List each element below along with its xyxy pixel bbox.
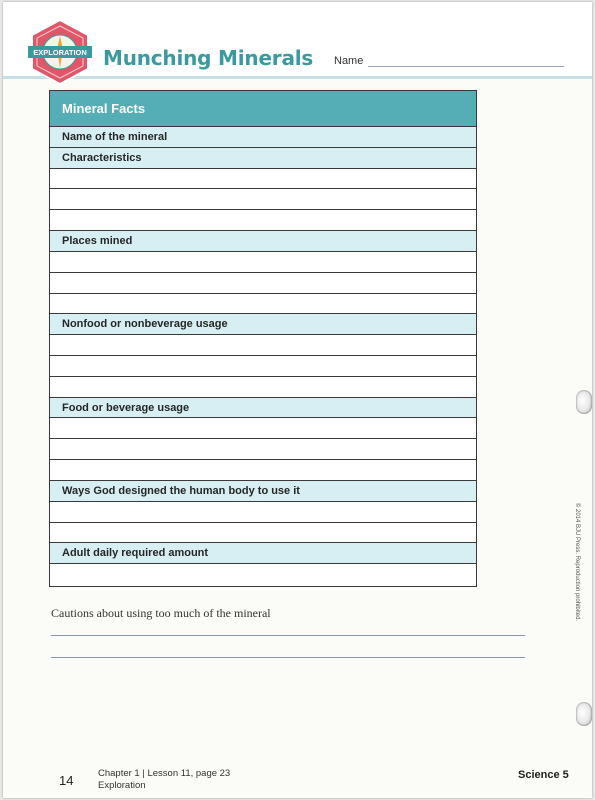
answer-line[interactable] [50,189,476,210]
worksheet-page [3,2,592,798]
section-label-row [50,127,476,148]
cautions-label: Cautions about using too much of the mineral [51,606,271,620]
badge-text: EXPLORATION [33,48,87,57]
answer-line[interactable] [50,377,476,398]
section-label: Adult daily required amount [62,547,209,560]
subject-label: Science 5 [518,769,569,781]
section-label-row [50,148,476,169]
copyright-notice: © 2014 BJU Press. Reproduction prohibited. [574,502,580,622]
section-label: Food or beverage usage [62,401,190,414]
page-title: Munching Minerals [103,46,314,70]
binder-hole-top [576,390,592,414]
answer-line[interactable] [50,502,476,523]
section-label: Name of the mineral [62,131,168,143]
section-label: Places mined [62,235,133,248]
chapter-reference: Chapter 1 | Lesson 11, page 23 [98,768,231,779]
answer-line[interactable] [50,294,476,315]
answer-line[interactable] [50,439,476,460]
answer-line[interactable] [50,335,476,356]
section-label-row [50,543,476,564]
section-name: Exploration [98,780,146,791]
answer-line[interactable] [50,210,476,231]
answer-line[interactable] [50,418,476,439]
section-label-row [50,231,476,252]
table-heading-row [50,91,476,127]
name-field-line[interactable] [368,66,564,67]
chapter-info [98,768,230,792]
section-label: Ways God designed the human body to use it [62,484,300,497]
answer-line[interactable] [50,564,476,585]
exploration-badge [27,18,93,86]
binder-hole-bottom [576,702,592,726]
name-label: Name [334,55,364,67]
answer-line[interactable] [50,523,476,544]
answer-line[interactable] [50,460,476,481]
answer-line[interactable] [50,273,476,294]
mineral-facts-table [49,90,477,587]
answer-line[interactable] [50,169,476,190]
section-label-row [50,314,476,335]
section-label: Nonfood or nonbeverage usage [62,318,228,331]
answer-line[interactable] [50,252,476,273]
cautions-answer-line-2[interactable] [51,657,525,658]
table-heading: Mineral Facts [62,101,146,116]
answer-line[interactable] [50,356,476,377]
section-label: Characteristics [62,151,142,164]
page-number: 14 [59,773,74,788]
cautions-answer-line-1[interactable] [51,635,525,636]
section-label-row [50,398,476,419]
section-label-row [50,481,476,502]
